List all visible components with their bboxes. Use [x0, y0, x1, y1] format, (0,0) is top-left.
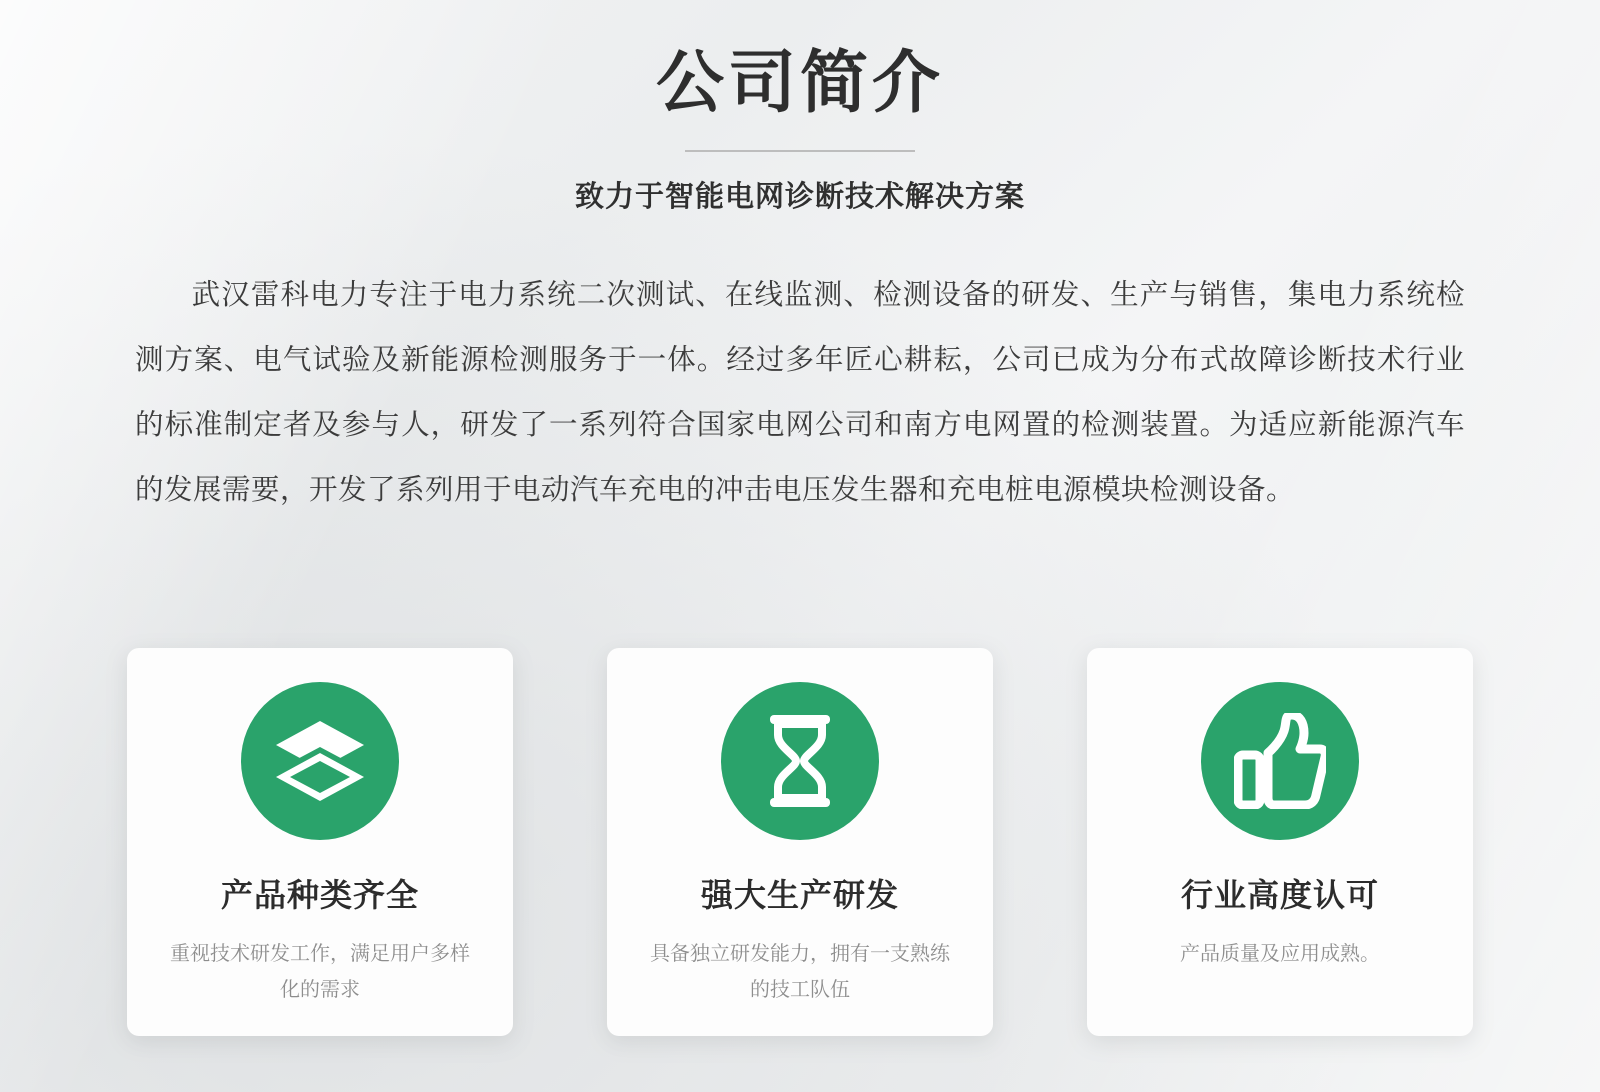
card-title: 行业高度认可 — [1180, 877, 1379, 913]
card-title: 产品种类齐全 — [220, 877, 419, 913]
hourglass-icon — [721, 682, 879, 840]
card-title: 强大生产研发 — [700, 877, 899, 913]
page-subtitle: 致力于智能电网诊断技术解决方案 — [574, 181, 1025, 214]
intro-paragraph — [135, 263, 1465, 523]
page-title: 公司简介 — [655, 45, 944, 121]
feature-cards — [0, 648, 1600, 1036]
card-description: 产品质量及应用成熟。 — [1180, 943, 1380, 965]
thumbs-up-icon — [1201, 682, 1359, 840]
feature-card — [607, 648, 993, 1036]
card-description: 重视技术研发工作，满足用户多样化的需求 — [170, 943, 470, 1001]
intro-text: 武汉雷科电力专注于电力系统二次测试、在线监测、检测设备的研发、生产与销售，集电力系统检测方案、电气试验及新能源检测服务于一体。经过多年匠心耕耘，公司已成为分布式故障诊断技术行业的标准制定者及参与人，研发了一系列符合国家电网公司和南方电网置的检测装置。为适应新能源汽车的发展需要，开发了系列用于电动汽车充电的冲击电压发生器和充电桩电源模块检测设备。 — [135, 279, 1465, 507]
feature-card — [1087, 648, 1473, 1036]
card-description: 具备独立研发能力，拥有一支熟练的技工队伍 — [650, 943, 950, 1001]
layers-icon — [241, 682, 399, 840]
feature-card — [127, 648, 513, 1036]
page-header — [0, 0, 1600, 215]
title-divider — [685, 150, 915, 152]
